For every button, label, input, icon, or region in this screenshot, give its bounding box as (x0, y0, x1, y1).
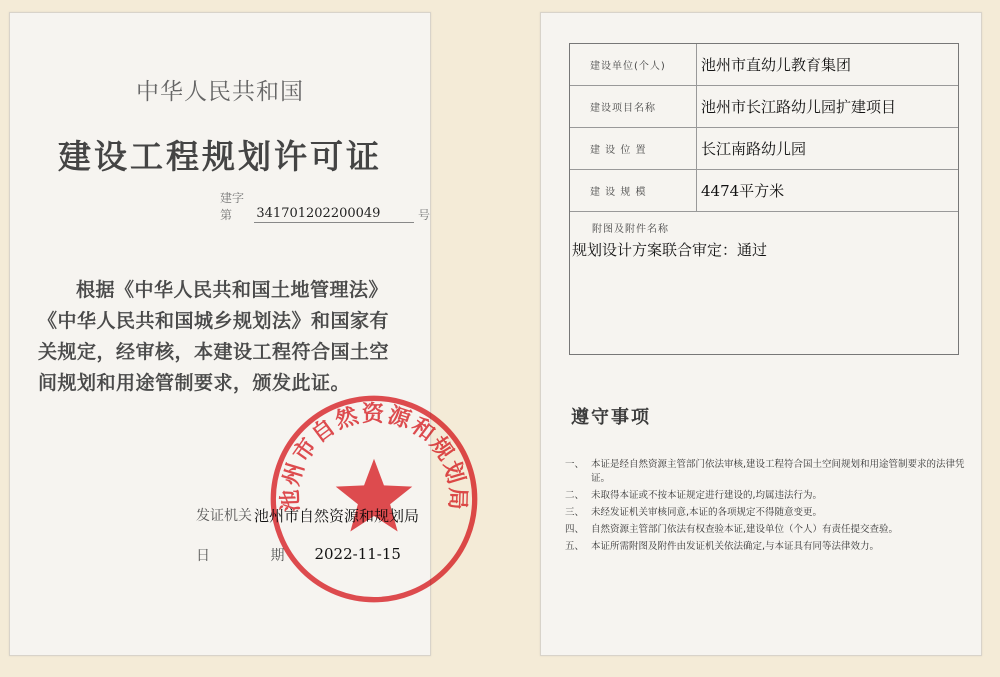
row-value: 池州市长江路幼儿园扩建项目 (701, 98, 897, 116)
info-table (569, 43, 959, 355)
row-label: 建 设 规 模 (570, 170, 697, 211)
notes-title: 遵守事项 (571, 407, 651, 428)
info-row-builder (570, 44, 958, 86)
note-number: 二、 (565, 490, 585, 501)
row-label: 建设项目名称 (570, 86, 697, 127)
note-text: 未经发证机关审核同意,本证的各项规定不得随意变更。 (591, 507, 823, 518)
note-text: 未取得本证或不按本证规定进行建设的,均属违法行为。 (591, 490, 823, 501)
certificate-number-prefix: 建字第 (220, 191, 245, 222)
certificate-number: 341701202200049 (254, 206, 414, 223)
note-text: 本证是经自然资源主管部门依法审核,建设工程符合国土空间规划和用途管制要求的法律凭证。 (591, 459, 965, 484)
certificate-left-page (9, 12, 471, 656)
note-item (565, 523, 970, 537)
note-item (565, 489, 970, 503)
note-number: 四、 (565, 524, 585, 535)
row-label: 建 设 位 置 (570, 128, 697, 169)
info-row-scale (570, 170, 958, 212)
note-number: 三、 (565, 507, 585, 518)
note-number: 一、 (565, 459, 585, 470)
date-label: 日 期 (196, 548, 313, 564)
row-value: 4474平方米 (701, 182, 785, 200)
certificate-number-suffix: 号 (417, 208, 430, 222)
note-text: 本证所需附图及附件由发证机关依法确定,与本证具有同等法律效力。 (591, 541, 880, 552)
seal-text: 池州市自然资源和规划局 (277, 400, 471, 513)
date-value: 2022-11-15 (314, 545, 401, 563)
official-seal-stamp (268, 393, 480, 605)
certificate-number-row (220, 189, 430, 223)
info-row-location (570, 128, 958, 170)
row-value: 池州市直幼儿教育集团 (701, 56, 852, 74)
certificate-title: 建设工程规划许可证 (58, 137, 382, 176)
country-name: 中华人民共和国 (136, 79, 304, 105)
note-item (565, 540, 970, 554)
certificate-right-page (540, 12, 982, 656)
issuer-label: 发证机关 (196, 508, 252, 524)
certificate-body-text: 根据《中华人民共和国土地管理法》《中华人民共和国城乡规划法》和国家有关规定，经审核，本建设工程符合国土空间规划和用途管制要求，颁发此证。 (38, 279, 390, 394)
note-item (565, 458, 970, 486)
row-label: 建设单位(个人) (570, 44, 697, 85)
notes-list (565, 458, 970, 557)
seal-star (336, 459, 413, 532)
row-value: 长江南路幼儿园 (701, 140, 807, 158)
note-item (565, 506, 970, 520)
attachments-value: 规划设计方案联合审定：通过 (572, 241, 768, 259)
note-text: 自然资源主管部门依法有权查验本证,建设单位（个人）有责任提交查验。 (591, 524, 899, 535)
attachments-label: 附图及附件名称 (592, 224, 669, 235)
issuer-value: 池州市自然资源和规划局 (254, 507, 420, 525)
note-number: 五、 (565, 541, 585, 552)
info-row-project-name (570, 86, 958, 128)
